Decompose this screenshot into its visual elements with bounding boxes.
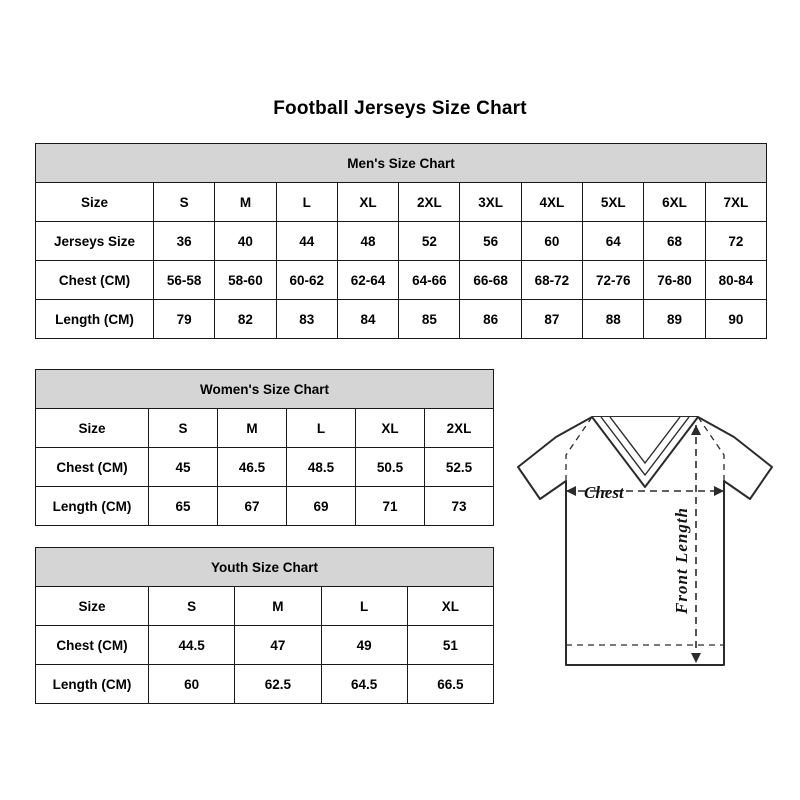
cell: 85 bbox=[399, 300, 460, 339]
cell: 6XL bbox=[644, 183, 705, 222]
cell: 5XL bbox=[583, 183, 644, 222]
cell: 82 bbox=[215, 300, 276, 339]
cell: 88 bbox=[583, 300, 644, 339]
cell: 45 bbox=[149, 448, 218, 487]
mens-size-table bbox=[35, 143, 767, 339]
cell: 46.5 bbox=[218, 448, 287, 487]
cell: 89 bbox=[644, 300, 705, 339]
cell: 47 bbox=[235, 626, 321, 665]
cell: 67 bbox=[218, 487, 287, 526]
cell: 62.5 bbox=[235, 665, 321, 704]
front-length-measure-label: Front Length bbox=[672, 507, 691, 614]
table-row bbox=[36, 222, 767, 261]
table-row bbox=[36, 409, 494, 448]
cell: M bbox=[218, 409, 287, 448]
cell: 58-60 bbox=[215, 261, 276, 300]
cell: L bbox=[287, 409, 356, 448]
table-caption-row bbox=[36, 370, 494, 409]
cell: M bbox=[235, 587, 321, 626]
cell: 51 bbox=[407, 626, 493, 665]
cell: 40 bbox=[215, 222, 276, 261]
cell: 60 bbox=[521, 222, 582, 261]
cell: 64 bbox=[583, 222, 644, 261]
table-row bbox=[36, 183, 767, 222]
cell: 56-58 bbox=[154, 261, 215, 300]
cell: 73 bbox=[425, 487, 494, 526]
row-label: Size bbox=[36, 409, 149, 448]
mens-size-chart bbox=[35, 143, 765, 339]
cell: 50.5 bbox=[356, 448, 425, 487]
table-caption-row bbox=[36, 144, 767, 183]
table-caption: Men's Size Chart bbox=[36, 144, 767, 183]
cell: 83 bbox=[276, 300, 337, 339]
cell: 44.5 bbox=[149, 626, 235, 665]
cell: 66-68 bbox=[460, 261, 521, 300]
cell: 64-66 bbox=[399, 261, 460, 300]
table-caption-row bbox=[36, 548, 494, 587]
cell: 7XL bbox=[705, 183, 766, 222]
cell: 68 bbox=[644, 222, 705, 261]
cell: L bbox=[276, 183, 337, 222]
cell: 80-84 bbox=[705, 261, 766, 300]
cell: S bbox=[149, 409, 218, 448]
cell: 72-76 bbox=[583, 261, 644, 300]
cell: L bbox=[321, 587, 407, 626]
table-caption: Youth Size Chart bbox=[36, 548, 494, 587]
table-caption: Women's Size Chart bbox=[36, 370, 494, 409]
youth-size-chart bbox=[35, 547, 493, 704]
row-label: Chest (CM) bbox=[36, 626, 149, 665]
cell: 36 bbox=[154, 222, 215, 261]
table-row bbox=[36, 261, 767, 300]
cell: 4XL bbox=[521, 183, 582, 222]
page-title: Football Jerseys Size Chart bbox=[273, 98, 527, 119]
cell: 90 bbox=[705, 300, 766, 339]
table-row bbox=[36, 587, 494, 626]
chest-measure-label: Chest bbox=[584, 483, 624, 502]
row-label: Length (CM) bbox=[36, 665, 149, 704]
cell: 68-72 bbox=[521, 261, 582, 300]
row-label: Chest (CM) bbox=[36, 261, 154, 300]
cell: 69 bbox=[287, 487, 356, 526]
cell: 66.5 bbox=[407, 665, 493, 704]
cell: XL bbox=[337, 183, 398, 222]
row-label: Length (CM) bbox=[36, 300, 154, 339]
cell: 79 bbox=[154, 300, 215, 339]
cell: XL bbox=[356, 409, 425, 448]
cell: 64.5 bbox=[321, 665, 407, 704]
row-label: Size bbox=[36, 587, 149, 626]
row-label: Jerseys Size bbox=[36, 222, 154, 261]
cell: 86 bbox=[460, 300, 521, 339]
cell: 76-80 bbox=[644, 261, 705, 300]
table-row bbox=[36, 665, 494, 704]
table-row bbox=[36, 487, 494, 526]
cell: 72 bbox=[705, 222, 766, 261]
cell: 62-64 bbox=[337, 261, 398, 300]
cell: XL bbox=[407, 587, 493, 626]
cell: 56 bbox=[460, 222, 521, 261]
cell: 60 bbox=[149, 665, 235, 704]
table-row bbox=[36, 448, 494, 487]
table-row bbox=[36, 626, 494, 665]
row-label: Size bbox=[36, 183, 154, 222]
cell: 84 bbox=[337, 300, 398, 339]
cell: M bbox=[215, 183, 276, 222]
womens-size-chart bbox=[35, 369, 493, 526]
cell: 52 bbox=[399, 222, 460, 261]
cell: 52.5 bbox=[425, 448, 494, 487]
cell: 60-62 bbox=[276, 261, 337, 300]
cell: S bbox=[154, 183, 215, 222]
cell: 48.5 bbox=[287, 448, 356, 487]
womens-size-table bbox=[35, 369, 494, 526]
cell: 48 bbox=[337, 222, 398, 261]
jersey-outline-icon bbox=[500, 395, 790, 695]
cell: 71 bbox=[356, 487, 425, 526]
cell: 3XL bbox=[460, 183, 521, 222]
cell: 49 bbox=[321, 626, 407, 665]
cell: 87 bbox=[521, 300, 582, 339]
cell: 2XL bbox=[399, 183, 460, 222]
jersey-measurement-diagram bbox=[500, 395, 790, 695]
table-row bbox=[36, 300, 767, 339]
cell: 2XL bbox=[425, 409, 494, 448]
row-label: Length (CM) bbox=[36, 487, 149, 526]
cell: S bbox=[149, 587, 235, 626]
cell: 44 bbox=[276, 222, 337, 261]
cell: 65 bbox=[149, 487, 218, 526]
row-label: Chest (CM) bbox=[36, 448, 149, 487]
youth-size-table bbox=[35, 547, 494, 704]
